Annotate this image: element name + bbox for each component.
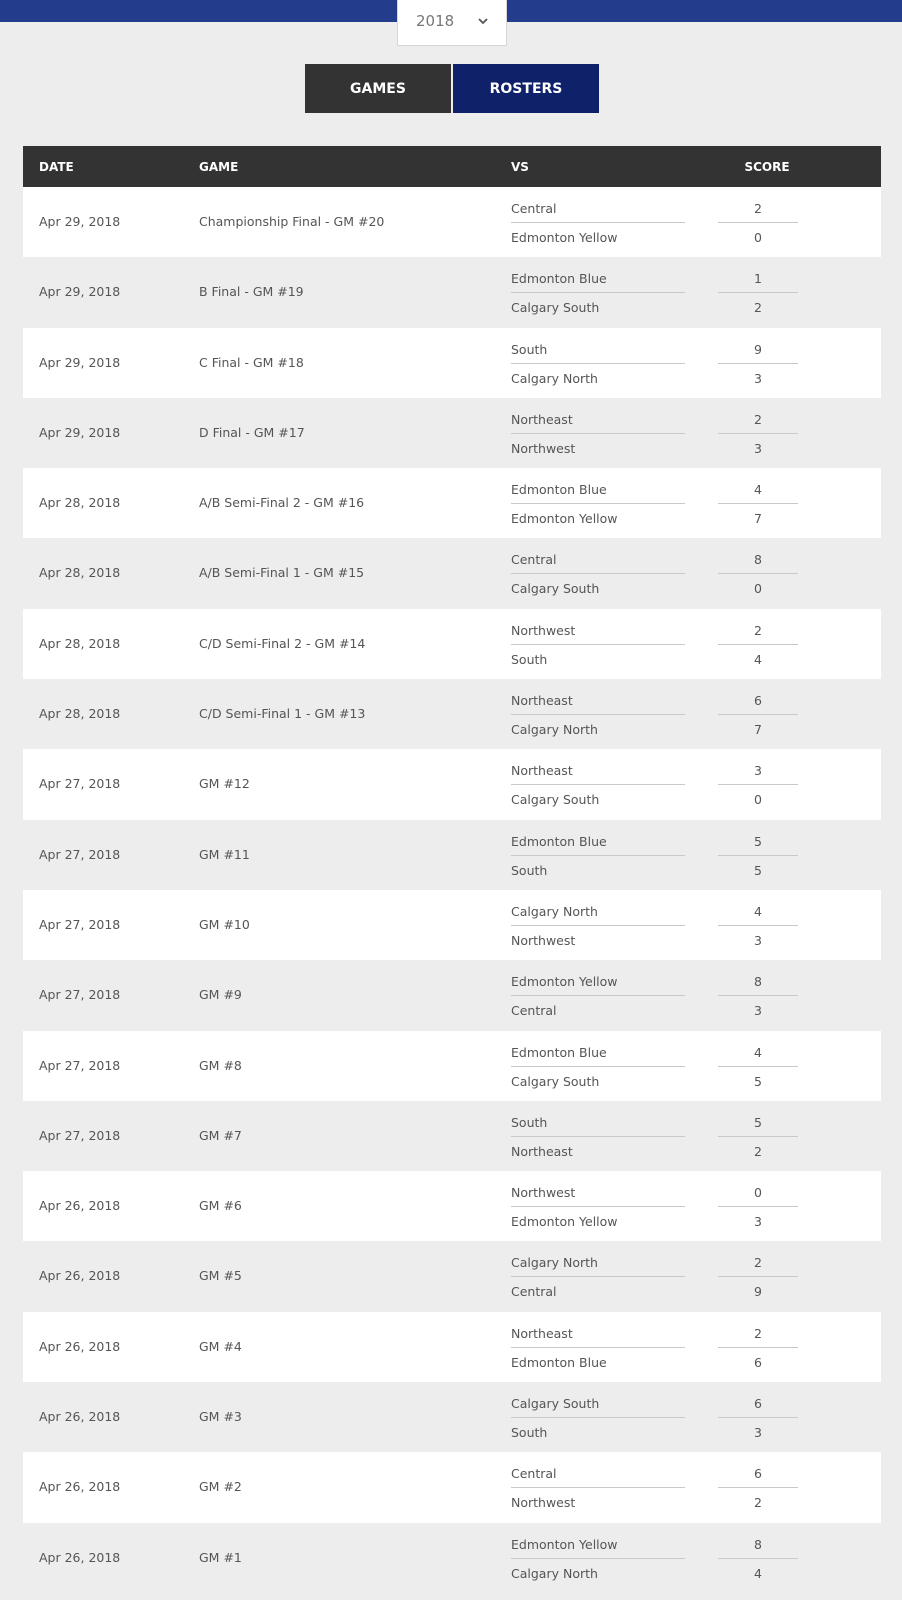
divider bbox=[511, 363, 685, 364]
game-cell: C Final - GM #18 bbox=[199, 354, 304, 370]
score-2: 5 bbox=[754, 862, 762, 878]
score-1: 8 bbox=[754, 974, 762, 990]
table-row bbox=[23, 1312, 881, 1382]
table-header bbox=[23, 146, 881, 187]
score-1: 5 bbox=[754, 833, 762, 849]
divider bbox=[718, 503, 798, 504]
date-cell: Apr 28, 2018 bbox=[39, 706, 121, 722]
divider bbox=[718, 644, 798, 645]
game-cell: GM #2 bbox=[199, 1479, 242, 1495]
team-1: Central bbox=[511, 1466, 557, 1482]
game-cell: GM #10 bbox=[199, 916, 250, 932]
date-cell: Apr 29, 2018 bbox=[39, 354, 121, 370]
score-1: 8 bbox=[754, 552, 762, 568]
score-2: 2 bbox=[754, 300, 762, 316]
date-cell: Apr 27, 2018 bbox=[39, 1127, 121, 1143]
divider bbox=[718, 1558, 798, 1559]
date-cell: Apr 28, 2018 bbox=[39, 565, 121, 581]
score-1: 4 bbox=[754, 1044, 762, 1060]
team-2: Northwest bbox=[511, 1495, 576, 1511]
team-1: Calgary North bbox=[511, 1255, 598, 1271]
divider bbox=[718, 1206, 798, 1207]
score-2: 2 bbox=[754, 1143, 762, 1159]
table-row bbox=[23, 679, 881, 749]
team-2: Northwest bbox=[511, 932, 576, 948]
divider bbox=[511, 222, 685, 223]
team-2: Calgary North bbox=[511, 370, 598, 386]
team-2: Central bbox=[511, 1284, 557, 1300]
team-1: Edmonton Blue bbox=[511, 482, 607, 498]
date-cell: Apr 26, 2018 bbox=[39, 1549, 121, 1565]
game-cell: A/B Semi-Final 1 - GM #15 bbox=[199, 565, 365, 581]
date-cell: Apr 26, 2018 bbox=[39, 1268, 121, 1284]
table-body bbox=[23, 187, 881, 1593]
divider bbox=[511, 1206, 685, 1207]
score-1: 8 bbox=[754, 1536, 762, 1552]
team-2: Calgary North bbox=[511, 1565, 598, 1581]
game-cell: GM #8 bbox=[199, 1057, 242, 1073]
table-row bbox=[23, 820, 881, 890]
team-1: Edmonton Blue bbox=[511, 1044, 607, 1060]
score-1: 9 bbox=[754, 341, 762, 357]
game-cell: C/D Semi-Final 1 - GM #13 bbox=[199, 706, 366, 722]
date-cell: Apr 29, 2018 bbox=[39, 214, 121, 229]
divider bbox=[511, 1487, 685, 1488]
divider bbox=[718, 292, 798, 293]
divider bbox=[718, 1276, 798, 1277]
divider bbox=[511, 714, 685, 715]
date-cell: Apr 29, 2018 bbox=[39, 424, 121, 440]
team-1: Northeast bbox=[511, 693, 573, 709]
team-1: Edmonton Blue bbox=[511, 833, 607, 849]
table-row bbox=[23, 468, 881, 538]
games-table bbox=[23, 146, 881, 1593]
divider bbox=[718, 433, 798, 434]
game-cell: GM #4 bbox=[199, 1338, 242, 1354]
divider bbox=[718, 363, 798, 364]
date-cell: Apr 26, 2018 bbox=[39, 1479, 121, 1495]
column-header-score: SCORE bbox=[744, 160, 790, 174]
team-1: Northwest bbox=[511, 1185, 576, 1201]
team-2: Edmonton Yellow bbox=[511, 511, 618, 527]
game-cell: GM #5 bbox=[199, 1268, 242, 1284]
team-2: Edmonton Yellow bbox=[511, 230, 618, 245]
table-row bbox=[23, 187, 881, 257]
divider bbox=[718, 855, 798, 856]
team-1: South bbox=[511, 1114, 548, 1130]
divider bbox=[718, 1347, 798, 1348]
score-2: 0 bbox=[754, 792, 762, 808]
table-row bbox=[23, 1523, 881, 1593]
score-2: 3 bbox=[754, 370, 762, 386]
team-1: Edmonton Yellow bbox=[511, 1536, 618, 1552]
divider bbox=[511, 644, 685, 645]
team-1: Northwest bbox=[511, 622, 576, 638]
team-2: Edmonton Blue bbox=[511, 1354, 607, 1370]
table-row bbox=[23, 1452, 881, 1522]
divider bbox=[718, 995, 798, 996]
year-select[interactable] bbox=[397, 0, 507, 46]
team-1: Calgary South bbox=[511, 1396, 600, 1412]
divider bbox=[511, 1066, 685, 1067]
divider bbox=[511, 1417, 685, 1418]
table-row bbox=[23, 960, 881, 1030]
game-cell: D Final - GM #17 bbox=[199, 424, 305, 440]
date-cell: Apr 27, 2018 bbox=[39, 776, 121, 792]
score-2: 3 bbox=[754, 1214, 762, 1230]
score-1: 6 bbox=[754, 693, 762, 709]
score-2: 3 bbox=[754, 1003, 762, 1019]
score-1: 2 bbox=[754, 201, 762, 216]
score-2: 7 bbox=[754, 511, 762, 527]
table-row bbox=[23, 1171, 881, 1241]
score-2: 0 bbox=[754, 581, 762, 597]
game-cell: GM #3 bbox=[199, 1409, 242, 1425]
score-1: 2 bbox=[754, 1325, 762, 1341]
score-2: 0 bbox=[754, 230, 762, 245]
column-header-vs: VS bbox=[511, 160, 529, 174]
divider bbox=[511, 503, 685, 504]
team-2: Calgary South bbox=[511, 1073, 600, 1089]
score-1: 5 bbox=[754, 1114, 762, 1130]
score-1: 4 bbox=[754, 482, 762, 498]
divider bbox=[511, 292, 685, 293]
game-cell: C/D Semi-Final 2 - GM #14 bbox=[199, 635, 366, 651]
score-2: 5 bbox=[754, 1073, 762, 1089]
score-2: 4 bbox=[754, 651, 762, 667]
score-1: 6 bbox=[754, 1396, 762, 1412]
divider bbox=[511, 1347, 685, 1348]
team-1: South bbox=[511, 341, 548, 357]
score-1: 2 bbox=[754, 411, 762, 427]
game-cell: GM #11 bbox=[199, 846, 250, 862]
date-cell: Apr 26, 2018 bbox=[39, 1198, 121, 1214]
divider bbox=[718, 1136, 798, 1137]
score-2: 9 bbox=[754, 1284, 762, 1300]
divider bbox=[511, 573, 685, 574]
score-2: 6 bbox=[754, 1354, 762, 1370]
score-2: 7 bbox=[754, 722, 762, 738]
divider bbox=[511, 1136, 685, 1137]
table-row bbox=[23, 398, 881, 468]
score-1: 2 bbox=[754, 1255, 762, 1271]
team-1: Edmonton Yellow bbox=[511, 974, 618, 990]
team-1: Edmonton Blue bbox=[511, 271, 607, 287]
score-2: 4 bbox=[754, 1565, 762, 1581]
divider bbox=[718, 1487, 798, 1488]
divider bbox=[718, 573, 798, 574]
divider bbox=[511, 925, 685, 926]
year-value: 2018 bbox=[416, 12, 455, 30]
date-cell: Apr 27, 2018 bbox=[39, 1057, 121, 1073]
date-cell: Apr 26, 2018 bbox=[39, 1409, 121, 1425]
column-header-game: GAME bbox=[199, 160, 239, 174]
table-row bbox=[23, 1101, 881, 1171]
score-1: 4 bbox=[754, 903, 762, 919]
team-1: Northeast bbox=[511, 411, 573, 427]
date-cell: Apr 29, 2018 bbox=[39, 284, 121, 300]
table-row bbox=[23, 609, 881, 679]
divider bbox=[718, 784, 798, 785]
divider bbox=[718, 1417, 798, 1418]
divider bbox=[718, 714, 798, 715]
game-cell: GM #12 bbox=[199, 776, 250, 792]
team-2: Calgary South bbox=[511, 300, 600, 316]
divider bbox=[511, 995, 685, 996]
score-1: 6 bbox=[754, 1466, 762, 1482]
date-cell: Apr 27, 2018 bbox=[39, 987, 121, 1003]
team-2: Calgary South bbox=[511, 792, 600, 808]
team-2: Calgary South bbox=[511, 581, 600, 597]
date-cell: Apr 27, 2018 bbox=[39, 916, 121, 932]
score-2: 2 bbox=[754, 1495, 762, 1511]
score-1: 2 bbox=[754, 622, 762, 638]
table-row bbox=[23, 749, 881, 819]
game-cell: B Final - GM #19 bbox=[199, 284, 304, 300]
divider bbox=[511, 1276, 685, 1277]
team-2: Northwest bbox=[511, 440, 576, 456]
date-cell: Apr 28, 2018 bbox=[39, 635, 121, 651]
team-2: South bbox=[511, 651, 548, 667]
divider bbox=[718, 222, 798, 223]
team-2: Calgary North bbox=[511, 722, 598, 738]
date-cell: Apr 28, 2018 bbox=[39, 495, 121, 511]
divider bbox=[511, 1558, 685, 1559]
score-1: 1 bbox=[754, 271, 762, 287]
team-2: Northeast bbox=[511, 1143, 573, 1159]
divider bbox=[511, 433, 685, 434]
game-cell: GM #9 bbox=[199, 987, 242, 1003]
team-1: Northeast bbox=[511, 1325, 573, 1341]
team-2: South bbox=[511, 862, 548, 878]
score-2: 3 bbox=[754, 1425, 762, 1441]
team-1: Northeast bbox=[511, 763, 573, 779]
tab-rosters[interactable]: ROSTERS bbox=[453, 64, 599, 113]
team-2: Central bbox=[511, 1003, 557, 1019]
score-2: 3 bbox=[754, 440, 762, 456]
game-cell: GM #6 bbox=[199, 1198, 242, 1214]
table-row bbox=[23, 257, 881, 327]
chevron-down-icon bbox=[476, 14, 490, 28]
table-row bbox=[23, 890, 881, 960]
divider bbox=[718, 1066, 798, 1067]
team-1: Central bbox=[511, 552, 557, 568]
game-cell: GM #1 bbox=[199, 1549, 242, 1565]
game-cell: Championship Final - GM #20 bbox=[199, 214, 385, 229]
divider bbox=[511, 784, 685, 785]
team-2: Edmonton Yellow bbox=[511, 1214, 618, 1230]
tab-games[interactable]: GAMES bbox=[305, 64, 451, 113]
column-header-date: DATE bbox=[39, 160, 74, 174]
date-cell: Apr 26, 2018 bbox=[39, 1338, 121, 1354]
divider bbox=[511, 855, 685, 856]
score-1: 3 bbox=[754, 763, 762, 779]
score-2: 3 bbox=[754, 932, 762, 948]
divider bbox=[718, 925, 798, 926]
table-row bbox=[23, 1241, 881, 1311]
view-tabs bbox=[305, 64, 599, 113]
table-row bbox=[23, 538, 881, 608]
table-row bbox=[23, 1031, 881, 1101]
score-1: 0 bbox=[754, 1185, 762, 1201]
game-cell: GM #7 bbox=[199, 1127, 242, 1143]
table-row bbox=[23, 328, 881, 398]
team-2: South bbox=[511, 1425, 548, 1441]
team-1: Calgary North bbox=[511, 903, 598, 919]
date-cell: Apr 27, 2018 bbox=[39, 846, 121, 862]
table-row bbox=[23, 1382, 881, 1452]
game-cell: A/B Semi-Final 2 - GM #16 bbox=[199, 495, 365, 511]
team-1: Central bbox=[511, 201, 557, 216]
